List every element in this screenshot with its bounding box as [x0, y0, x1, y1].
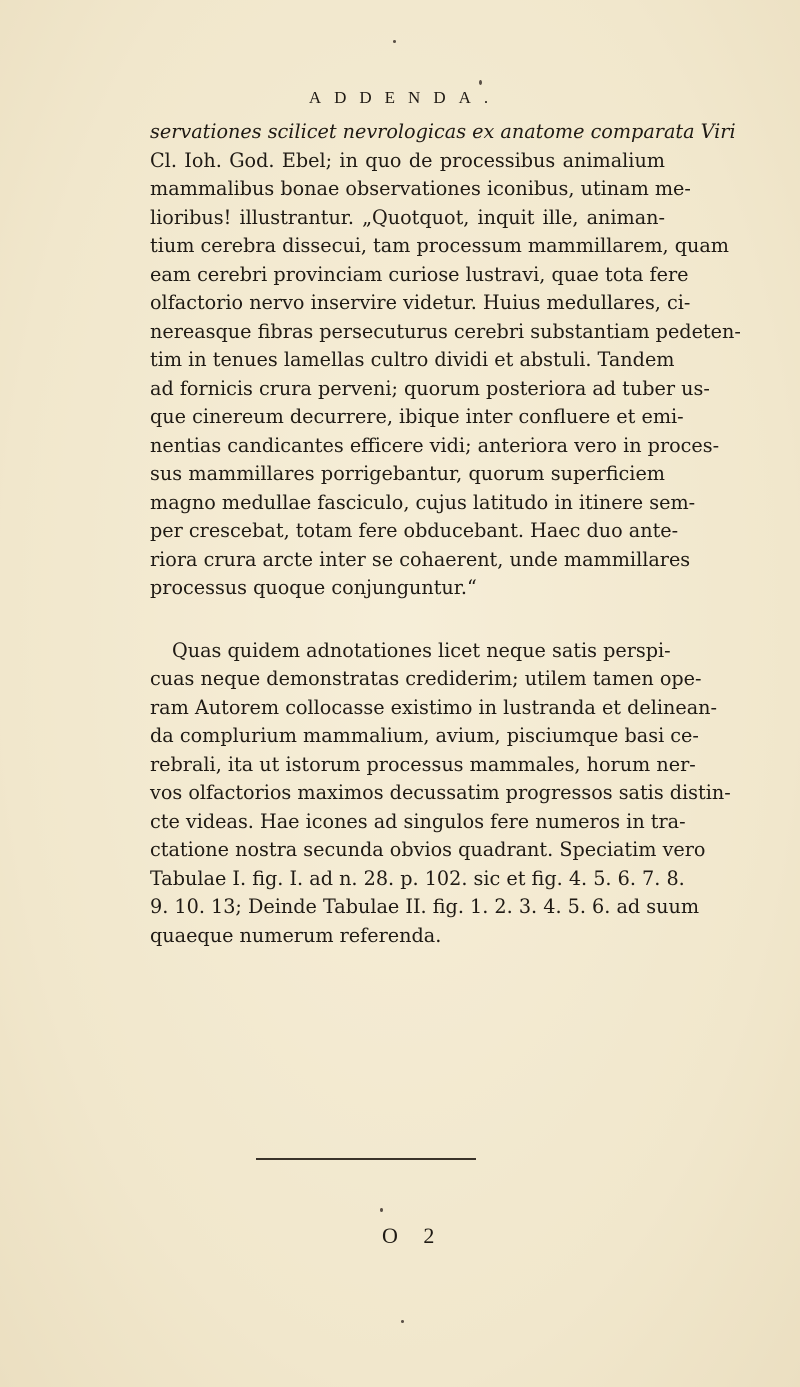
signature-mark: O 2	[382, 1223, 445, 1248]
text-line: Cl. Ioh. God. Ebel; in quo de processibus animalium	[150, 148, 665, 172]
text-line: Tabulae I. fig. I. ad n. 28. p. 102. sic et fig. 4. 5. 6. 7. 8.	[150, 866, 685, 890]
section-rule	[256, 1158, 476, 1160]
text-line: rebrali, ita ut istorum processus mammales, horum ner-	[150, 752, 696, 776]
text-line: ad fornicis crura perveni; quorum posteriora ad tuber us-	[150, 376, 710, 400]
speck	[393, 40, 396, 43]
text-line: riora crura arcte inter se cohaerent, unde mammillares	[150, 547, 691, 571]
text-line: que cinereum decurrere, ibique inter confluere et emi-	[150, 405, 684, 428]
speck	[401, 1320, 404, 1323]
text-line-content: servationes scilicet nevrologicas ex anatome comparata Viri	[150, 120, 736, 143]
speck	[479, 80, 482, 85]
text-line: 9. 10. 13; Deinde Tabulae II. fig. 1. 2. 3. 4. 5. 6. ad suum	[150, 895, 700, 918]
text-line: sus mammillares porrigebantur, quorum superficiem	[150, 462, 665, 485]
text-line: magno medullae fasciculo, cujus latitudo in itinere sem-	[150, 490, 696, 514]
text-line: processus quoque conjunguntur.“	[150, 576, 477, 599]
text-line: ctatione nostra secunda obvios quadrant. Speciatim vero	[150, 838, 706, 861]
text-line: olfactorio nervo inservire videtur. Huius medullares, ci-	[150, 291, 691, 314]
text-line: ram Autorem collocasse existimo in lustranda et delinean-	[150, 695, 718, 719]
paragraph-1	[150, 118, 741, 603]
text-line: mammalibus bonae observationes iconibus, utinam me-	[150, 177, 691, 200]
text-line: da complurium mammalium, avium, pisciumque basi ce-	[150, 724, 699, 747]
text-line: cte videas. Hae icones ad singulos fere numeros in tra-	[150, 809, 686, 833]
text-line: per crescebat, totam fere obducebant. Haec duo ante-	[150, 519, 679, 542]
running-head: ADDENDA.	[308, 88, 502, 107]
paragraph-2	[150, 637, 731, 951]
speck	[380, 1208, 383, 1212]
text-line: lioribus! illustrantur. „Quotquot, inquit ille, animan-	[150, 205, 665, 229]
text-line: tium cerebra dissecui, tam processum mammillarem, quam	[150, 234, 729, 257]
text-line: nereasque fibras persecuturus cerebri substantiam pedeten-	[150, 319, 741, 343]
text-line: Quas quidem adnotationes licet neque satis perspi-	[172, 638, 671, 662]
text-line: quaeque numerum referenda.	[150, 923, 442, 947]
text-line: vos olfactorios maximos decussatim progressos satis distin-	[150, 781, 731, 804]
body-text	[150, 118, 741, 950]
text-line: tim in tenues lamellas cultro dividi et abstuli. Tandem	[150, 348, 675, 371]
text-line: cuas neque demonstratas crediderim; utilem tamen ope-	[150, 667, 702, 690]
text-line: nentias candicantes efficere vidi; anteriora vero in proces-	[150, 433, 720, 457]
paragraph-gap	[150, 603, 665, 637]
text-line	[150, 118, 736, 147]
text-line: eam cerebri provinciam curiose lustravi, quae tota fere	[150, 262, 689, 286]
